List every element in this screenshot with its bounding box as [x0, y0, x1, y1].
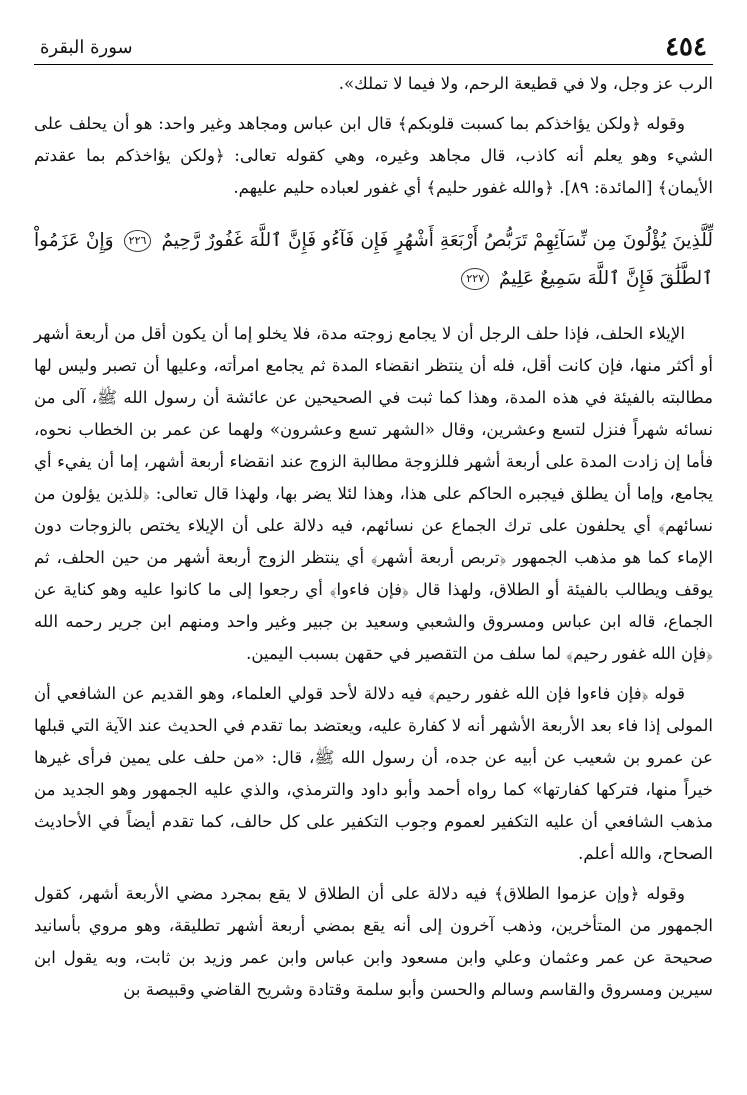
paragraph-3: الإيلاء الحلف، فإذا حلف الرجل أن لا يجامع زوجته مدة، فلا يخلو إما أن يكون أقل من أربعة أشهر أو أكثر منها، فإن كانت أقل، فله أن ينتظر انقضاء المدة ثم يجامع امرأته، وعليها أن تصبر وليس لها مطالبته بالفيئة في هذه المدة، وهذا كما ثبت في الصحيحين عن عائشة أن رسول الله ﷺ، آلى من نسائه شهراً فنزل لتسع وعشرين، وقال «الشهر تسع وعشرون» ولهما عن عمر بن الخطاب نحوه، فأما إن زادت المدة على أربعة أشهر فللزوجة مطالبة الزوج عند انقضاء أربعة أشهر، إما أن يفيء أي يجامع، وإما أن يطلق فيجبره الحاكم على هذا، وهذا لئلا يضر بها، ولهذا قال تعالى: ﴿للذين يؤلون من نسائهم﴾ أي يحلفون على ترك الجماع عن نسائهم، فيه دلالة على أن الإيلاء يختص بالزوجات دون الإماء كما هو مذهب الجمهور ﴿تربص أربعة أشهر﴾ أي ينتظر الزوج أربعة أشهر من حين الحلف، ثم يوقف ويطالب بالفيئة أو الطلاق، ولهذا قال ﴿فإن فاءوا﴾ أي رجعوا إلى ما كانوا عليه وهو كناية عن الجماع، قاله ابن عباس ومسروق والشعبي وسعيد بن جبير وغير واحد ومنهم ابن جرير رحمه الله ﴿فإن الله غفور رحيم﴾ لما سلف من التقصير في حقهن بسبب اليمين. [34, 324, 713, 663]
ayah-number-226: ٢٢٦ [124, 230, 152, 252]
ayah-number-227: ٢٢٧ [461, 268, 489, 290]
verse-227-text: وَإِنْ عَزَمُواْ ٱلطَّلَٰقَ فَإِنَّ ٱللَّهَ سَمِيعٌ عَلِيمٌ [34, 230, 713, 289]
paragraph-4: قوله ﴿فإن فاءوا فإن الله غفور رحيم﴾ فيه دلالة لأحد قولي العلماء، وهو القديم عن الشافعي أن المولى إذا فاء بعد الأربعة الأشهر أنه لا كفارة عليه، ويعتضد بما تقدم في الحديث عند الآية التي قبلها عن عمرو بن شعيب عن أبيه عن جده، أن رسول الله ﷺ، قال: «من حلف على يمين فرأى غيرها خيراً منها، فتركها كفارتها» كما رواه أحمد وأبو داود والترمذي، والذي عليه الجمهور وهو الجديد من مذهب الشافعي أن عليه التكفير لعموم وجوب التكفير على كل حالف، كما تقدم أيضاً في الأحاديث الصحاح، والله أعلم. [34, 684, 713, 863]
quran-verse [34, 222, 713, 298]
page-number: ٤٥٤ [665, 32, 707, 62]
paragraph-2: وقوله ﴿ولكن يؤاخذكم بما كسبت قلوبكم﴾ قال ابن عباس ومجاهد وغير واحد: هو أن يحلف على الشيء وهو يعلم أنه كاذب، قال مجاهد وغيره، وهي كقوله تعالى: ﴿ولكن يؤاخذكم بما عقدتم الأيمان﴾ [المائدة: ٨٩]. ﴿والله غفور حليم﴾ أي غفور لعباده حليم عليهم. [34, 114, 713, 197]
paragraph-1: الرب عز وجل، ولا في قطيعة الرحم، ولا فيما لا تملك». [338, 74, 713, 93]
page-header [34, 28, 713, 65]
paragraph-5: وقوله ﴿وإن عزموا الطلاق﴾ فيه دلالة على أن الطلاق لا يقع بمجرد مضي الأربعة أشهر، كقول الجمهور من المتأخرين، وذهب آخرون إلى أنه يقع بمضي أربعة أشهر تطليقة، وهو مروي بأسانيد صحيحة عن عمر وعثمان وعلي وابن مسعود وابن عباس وابن عمر وزيد بن ثابت، وبه يقول ابن سيرين ومسروق والقاسم وسالم والحسن وأبو سلمة وقتادة وشريح القاضي وقبيصة بن [34, 884, 713, 999]
surah-name: سورة البقرة [40, 37, 133, 58]
verse-226-text: لِّلَّذِينَ يُؤْلُونَ مِن نِّسَآئِهِمْ تَرَبُّصُ أَرْبَعَةِ أَشْهُرٍ فَإِن فَآءُو فَإِنَّ ٱللَّهَ غَفُورٌ رَّحِيمٌ [161, 230, 713, 251]
page-body [34, 68, 713, 1006]
